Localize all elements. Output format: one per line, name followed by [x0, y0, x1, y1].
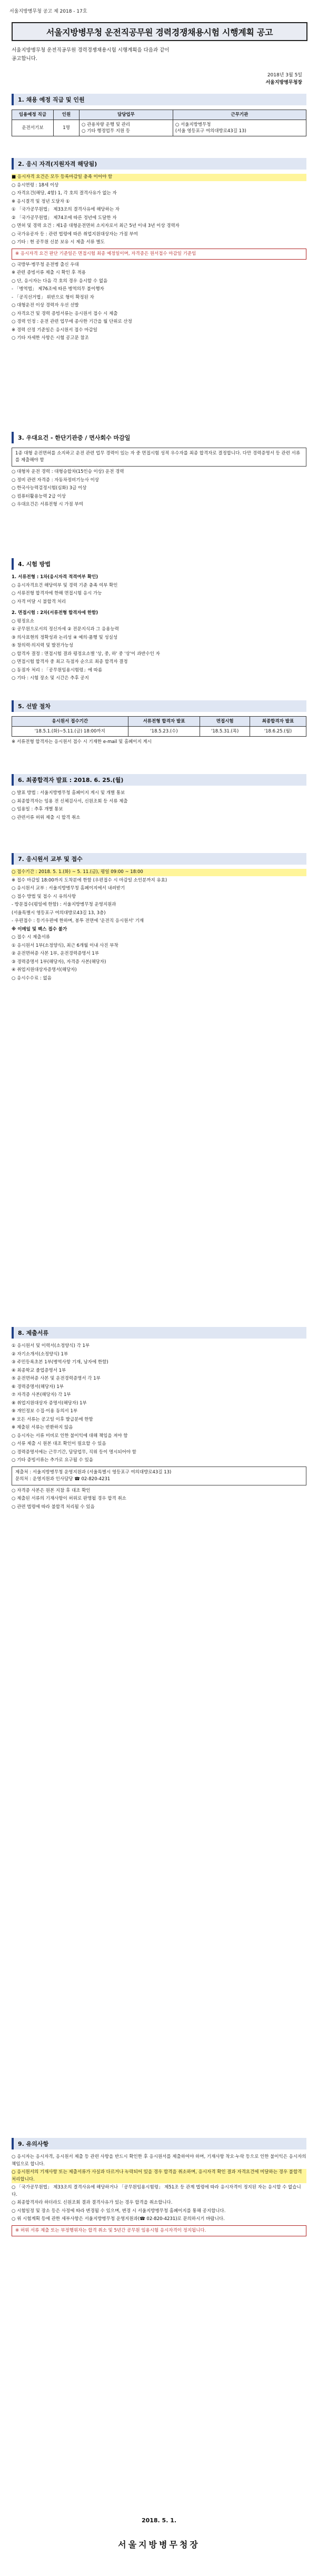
- table-header: 서류전형 합격자 발표: [128, 717, 200, 727]
- table-header: 면접시험: [200, 717, 250, 727]
- list-item: ⑥ 경력증명서(해당자) 1부: [12, 1384, 64, 1390]
- eligibility-list: [12, 174, 306, 246]
- list-item: ○ 발표 방법 : 서울지방병무청 홈페이지 게시 및 개별 통보: [12, 790, 125, 796]
- table-cell: ○ 서울지방병무청 (서울 영등포구 여의대방로43길 13): [173, 120, 306, 136]
- list-item: ○ 임용일 : 추후 개별 통보: [12, 807, 63, 812]
- list-item: ① 「국가공무원법」 제33조의 결격사유에 해당하는 자: [12, 207, 120, 212]
- table-header: 담당업무: [80, 110, 173, 120]
- submission-info: 제출처 : 서울지방병무청 운영지원과 (서울특별시 영등포구 여의대방로43길 13) 문의처 : 운영지원과 인사담당 ☎ 02-820-4231: [12, 1467, 306, 1485]
- list-item: ⑦ 자격증 사본(해당자) 각 1부: [12, 1392, 71, 1398]
- list-item: ○ 관련 법령에 따라 불합격 처리될 수 있음: [12, 1504, 95, 1510]
- list-item: ○ 서류 제출 시 원본 대조 확인이 필요할 수 있음: [12, 1441, 106, 1446]
- list-item: ○ 국가유공자 등 : 관련 법령에 따른 취업지원대상자는 가점 부여: [12, 231, 138, 237]
- list-item: ⑤ 창의력·의지력 및 발전가능성: [12, 643, 73, 648]
- preference-list: [12, 469, 306, 509]
- intro-line-1: 서울지방병무청 운전직공무원 경력경쟁채용시험 시행계획을 다음과 같이: [12, 47, 170, 53]
- list-item: ○ 응시자는 응시자격, 응시원서 제출 등 관련 사항을 반드시 확인한 후 응시원서를 제출하여야 하며, 기재사항 착오·누락 등으로 인한 불이익은 응시자의 책임으로 합니다.: [12, 2154, 306, 2167]
- issuer: 서울지방병무청장: [265, 80, 302, 85]
- list-item: ○ 대형운전 이상 경력자 우선 선발: [12, 303, 79, 308]
- list-item: ○ 경력증명서에는 근무기간, 담당업무, 직위 등이 명시되어야 함: [12, 1449, 137, 1455]
- list-item: ※ 응시결격 및 정년 도달자 ①: [12, 199, 70, 204]
- section-title: 1. 채용 예정 직급 및 인원: [12, 94, 306, 105]
- notes-warning: ※ 허위 서류 제출 또는 부정행위자는 합격 취소 및 5년간 공무원 임용시험 응시자격이 정지됩니다.: [12, 2225, 306, 2236]
- list-item: ○ 제출된 서류의 기재사항이 허위로 판명될 경우 합격 취소: [12, 1496, 126, 1501]
- section-title: 2. 응시 자격(지원자격 해당됨): [12, 158, 306, 170]
- list-item: ○ 최종합격자라 하더라도 신원조회 결과 결격사유가 있는 경우 합격을 취소합니다.: [12, 2200, 173, 2205]
- section-title: 9. 유의사항: [12, 2138, 306, 2149]
- section-notes: [12, 2138, 306, 2238]
- list-item: ○ 위 시험계획 등에 관한 세부사항은 서울지방병무청 운영지원과(☎ 02-820-4231)로 문의하시기 바랍니다.: [12, 2216, 225, 2222]
- section-title: 5. 선발 절차: [12, 700, 306, 712]
- list-item: ※ 경력 산정 기준일은 응시원서 접수 마감일: [12, 327, 97, 333]
- list-item: ○ 정비 관련 자격증 : 자동차정비기능사 이상: [12, 477, 100, 483]
- list-item: ○ 면접시험 합격자 중 최고 득점자 순으로 최종 합격자 결정: [12, 659, 128, 665]
- list-item: - 방문접수(평일에 한함) : 서울지방병무청 운영지원과: [12, 902, 116, 907]
- footer-date: 2018. 5. 1.: [141, 2517, 177, 2524]
- list-item: ○ 평정요소: [12, 618, 34, 624]
- list-item: ※ 모든 서류는 공고일 이후 발급분에 한함: [12, 1416, 93, 1422]
- list-item: ① 응시원서 및 이력서(소정양식) 각 1부: [12, 1343, 90, 1349]
- list-item: ※ 제출된 서류는 반환하지 않음: [12, 1425, 73, 1430]
- section-eligibility: [12, 158, 306, 343]
- list-item: ① 응시원서 1부(소정양식), 최근 6개월 이내 사진 부착: [12, 943, 118, 948]
- list-item: ○ 동점자 처리 : 「공무원임용시험령」에 따름: [12, 667, 103, 673]
- list-item: ○ 자격증 사본은 원본 지참 후 대조 확인: [12, 1488, 91, 1493]
- preference-note: 1종 대형 운전면허를 소지하고 운전 관련 업무 경력이 있는 자 중 면접시험 성적 우수자를 최종 합격자로 결정합니다. 다만 경력증명서 등 관련 서류를 제출해야 함: [12, 448, 306, 467]
- section-title: 7. 응시원서 교부 및 접수: [12, 853, 306, 865]
- intro-text: [12, 46, 305, 63]
- list-item: ○ 자격요건 및 경력 증빙서류는 응시원서 접수 시 제출: [12, 311, 118, 316]
- list-item: ○ 응시수수료 : 없음: [12, 975, 52, 981]
- section-title: 3. 우대요건 - 한단기관증 / 면사회수 마감일: [12, 432, 306, 443]
- table-cell: 운전서기보: [12, 120, 54, 136]
- list-item: ■ 응시자격 요건은 모두 등록마감일 충족 이어야 함: [12, 174, 306, 181]
- list-item: ○ 합격자 결정 : 면접시험 결과 평정요소별 '상, 중, 하' 중 '상'이 과반수인 자: [12, 651, 160, 657]
- list-item: ○ 응시원서 교부 : 서울지방병무청 홈페이지에서 내려받기: [12, 886, 125, 891]
- eligibility-notice: ※ 응시자격 요건 판단 기준일은 면접시험 최종 예정일이며, 자격증은 원서접수 마감일 기준임: [12, 249, 306, 260]
- list-item: ○ 기타 : 시험 장소 및 시간은 추후 공지: [12, 676, 89, 681]
- intro-line-2: 공고합니다.: [12, 56, 37, 62]
- section-documents: [12, 1327, 306, 1512]
- list-item: ○ 우대요건은 서류전형 시 가점 부여: [12, 502, 83, 507]
- list-item: ※ 관련 증빙서류 제출 시 확인 후 적용: [12, 270, 86, 275]
- section-preference: [12, 432, 306, 510]
- page-title: 서울지방병무청 운전직공무원 경력경쟁채용시험 시행계획 공고: [12, 22, 307, 41]
- schedule-note: ※ 서류전형 합격자는 응시원서 접수 시 기재한 e-mail 및 홈페이지 게시: [12, 739, 152, 745]
- list-item: ○ 서류전형 합격자에 한해 면접시험 응시 가능: [12, 591, 102, 596]
- table-header: 최종합격자 발표: [250, 717, 306, 727]
- list-item: ○ 기타 증빙서류는 추가로 요구될 수 있음: [12, 1458, 94, 1463]
- application-list: [12, 869, 306, 982]
- list-item: ⑧ 취업지원대상자 증명서(해당자) 1부: [12, 1400, 87, 1406]
- list-item: ○ 응시자는 서류 미비로 인한 불이익에 대해 책임을 져야 함: [12, 1433, 128, 1439]
- list-item: - 「공직선거법」 위반으로 형이 확정된 자: [12, 294, 94, 300]
- list-item: ○ 기타 자세한 사항은 시험 공고문 참조: [12, 335, 89, 341]
- list-item: ○ 접수 시 제출서류: [12, 935, 51, 940]
- list-item: ※ 접수 마감일 18:00까지 도착분에 한함 (우편접수 시 마감일 소인분까지 유효): [12, 877, 167, 883]
- table-header: 근무기관: [173, 110, 306, 120]
- table-cell: ○ 관용차량 운행 및 관리 ○ 기타 행정업무 지원 등: [80, 120, 173, 136]
- list-item: ④ 최종학교 졸업증명서 1부: [12, 1368, 66, 1373]
- section-title: 6. 최종합격자 발표 : 2018. 6. 25.(월): [12, 774, 306, 786]
- section-selection-schedule: [12, 700, 306, 746]
- section-title: 8. 제출서류: [12, 1327, 306, 1339]
- table-header: 응시원서 접수기간: [12, 717, 128, 727]
- announcement-number: 서울지방병무청 공고 제 2018 - 17호: [9, 9, 87, 14]
- section-positions: [12, 94, 306, 136]
- list-item: ○ 자격요건(해당, 4항) 1, 각 호의 결격사유가 없는 자: [12, 191, 117, 196]
- table-cell: '18.5.23.(수): [128, 727, 200, 737]
- table-header: 임용예정 직급: [12, 110, 54, 120]
- list-item: ③ 경력증명서 1부(해당자), 자격증 사본(해당자): [12, 959, 106, 965]
- issue-date-block: [265, 72, 302, 86]
- list-item: ○ 응시자격요건 해당여부 및 경력 기준 충족 여부 확인: [12, 582, 118, 588]
- list-item: ① 공무원으로서의 정신자세 ② 전문지식과 그 응용능력: [12, 627, 119, 632]
- list-item: ② 자기소개서(소정양식) 1부: [12, 1351, 68, 1357]
- list-item: ④ 취업지원대상자증명서(해당자): [12, 967, 77, 973]
- list-item: ○ 시험일정 및 장소 등은 사정에 따라 변경될 수 있으며, 변경 시 서울지방병무청 홈페이지를 통해 공지합니다.: [12, 2208, 226, 2214]
- list-item: - 우편접수 : 등기우편에 한하며, 봉투 전면에 '운전직 응시원서' 기재: [12, 918, 144, 924]
- list-item: ○ 국방부·병무청 운전병 출신 우대: [12, 262, 79, 267]
- list-item: ○ 접수 방법 및 접수 시 유의사항: [12, 894, 76, 899]
- subsection-title: 1. 서류전형 : 1차(응시자격 적격여부 확인): [12, 574, 98, 580]
- section-final-announcement: [12, 774, 306, 823]
- issue-date: 2018년 3월 5일: [267, 73, 302, 78]
- list-item: - 「병역법」 제76조에 따른 병역의무 불이행자: [12, 286, 104, 292]
- schedule-table: [12, 716, 306, 737]
- notes-list: [12, 2154, 306, 2223]
- section-exam-method: [12, 558, 306, 683]
- list-item: ⑨ 개인정보 수집·이용 동의서 1부: [12, 1409, 78, 1414]
- section-title: 4. 시험 방법: [12, 558, 306, 570]
- final-announcement-list: [12, 790, 306, 821]
- table-cell: '18.5.31.(목): [200, 727, 250, 737]
- list-item: ③ 주민등록초본 1부(병역사항 기재, 남자에 한함): [12, 1360, 108, 1365]
- list-item: ○ 컴퓨터활용능력 2급 이상: [12, 493, 66, 499]
- list-item: ○ 관련서류 허위 제출 시 합격 취소: [12, 815, 81, 820]
- list-item: ② 「국가공무원법」 제74조에 따른 정년에 도달한 자: [12, 215, 117, 221]
- list-item: ○ 기타 : 현 공무원 신분 보유 시 제출 서류 별도: [12, 240, 105, 245]
- positions-table: [12, 110, 306, 136]
- list-item: ○ 최종합격자는 임용 전 신체검사서, 신원조회 등 서류 제출: [12, 798, 128, 804]
- table-cell: '18.5.1.(화)~5.11.(금) 18:00까지: [12, 727, 128, 737]
- subsection-title: 2. 면접시험 : 2차(서류전형 합격자에 한함): [12, 610, 98, 616]
- section-application: [12, 853, 306, 983]
- list-item: ③ 의사표현의 정확성과 논리성 ④ 예의·품행 및 성실성: [12, 635, 118, 640]
- list-item: ○ 응시원서의 기재사항 또는 제출서류가 사실과 다르거나 누락되어 있을 경우 합격을 취소하며, 응시자격 확인 결과 자격요건에 미달하는 경우 불합격 처리합니다.: [12, 2169, 306, 2183]
- table-header: 인원: [54, 110, 80, 120]
- list-item: ○ 응시연령 : 18세 이상: [12, 182, 59, 188]
- list-item: ○ 대형차 운전 경력 : 대형승합차(15인승 이상) 운전 경력: [12, 469, 124, 474]
- eligibility-list-2: [12, 262, 306, 342]
- list-item: ○ 접수기간 : 2018. 5. 1.(화) ~ 5. 11.(금), 평일 09:00 ~ 18:00: [12, 869, 306, 876]
- documents-list: [12, 1343, 306, 1464]
- list-item: ⑤ 운전면허증 사본 및 운전경력증명서 각 1부: [12, 1376, 101, 1381]
- list-item: ○ 한국사능력검정시험(심화) 3급 이상: [12, 486, 87, 491]
- list-item: (서울특별시 영등포구 여의대방로43길 13, 3층): [12, 910, 106, 916]
- footer-issuer: 서울지방병무청장: [118, 2540, 200, 2550]
- list-item: ○ 자격 미달 시 불합격 처리: [12, 599, 66, 605]
- documents-list-2: [12, 1488, 306, 1511]
- list-item: ○ 단, 응시자는 다음 각 호의 경우 응시할 수 없음: [12, 278, 108, 284]
- list-item: ○ 경력 인정 : 운전 관련 업무에 종사한 기간을 월 단위로 산정: [12, 319, 132, 324]
- table-cell: '18.6.25.(월): [250, 727, 306, 737]
- list-item: ○ 「국가공무원법」 제33조의 결격사유에 해당하거나 「공무원임용시험령」 제51조 등 관계 법령에 따라 응시자격이 정지된 자는 응시할 수 없습니다.: [12, 2185, 301, 2197]
- list-item: ○ 면허 및 경력 요건 : 제1종 대형운전면허 소지자로서 최근 5년 이내 3년 이상 경력자: [12, 223, 180, 229]
- exam-method-list: [12, 574, 306, 682]
- table-cell: 1명: [54, 120, 80, 136]
- list-item: ② 운전면허증 사본 1부, 운전경력증명서 1부: [12, 951, 100, 956]
- list-item: ※ 이메일 및 팩스 접수 불가: [12, 926, 67, 932]
